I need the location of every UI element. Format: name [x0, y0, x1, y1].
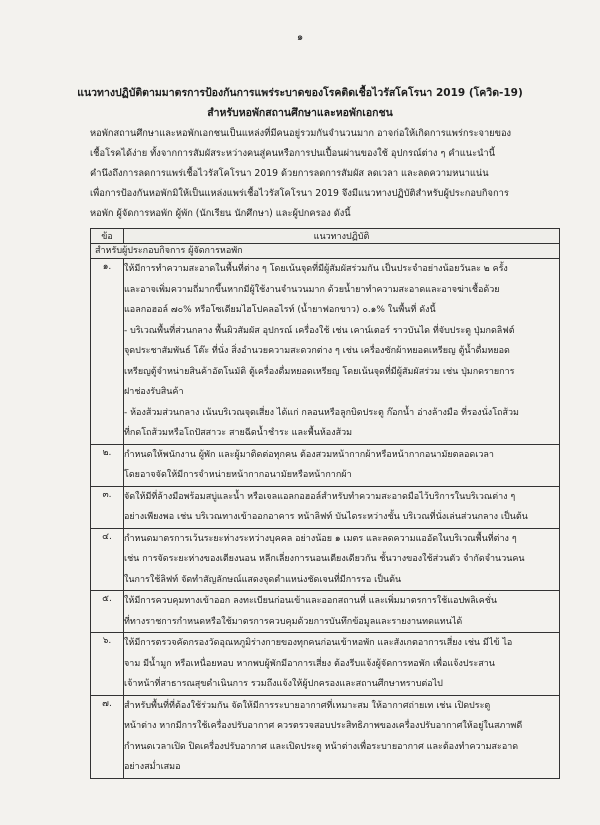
table-row	[91, 695, 560, 778]
item-text	[124, 633, 560, 696]
item-number: ๕.	[91, 591, 124, 633]
text-line: หน้าต่าง หากมีการใช้เครื่องปรับอากาศ ควรตรวจสอบประสิทธิภาพของเครื่องปรับอากาศให้อยู่ในสภาพดี	[124, 721, 523, 731]
item-number: ๖.	[91, 633, 124, 696]
table-row	[91, 486, 560, 528]
text-line: และอาจเพิ่มความถี่มากขึ้นหากมีผู้ใช้งานจำนวนมาก ด้วยน้ำยาทำความสะอาดและอาจฆ่าเชื้อด้วย	[124, 284, 500, 295]
text-line: สำหรับพื้นที่ที่ต้องใช้ร่วมกัน จัดให้มีการระบายอากาศที่เหมาะสม ให้อากาศถ่ายเท เช่น เปิดประตู	[124, 700, 491, 711]
item-text	[124, 444, 560, 486]
table-row	[91, 444, 560, 486]
text-line: กำหนดให้พนักงาน ผู้พัก และผู้มาติดต่อทุกคน ต้องสวมหน้ากากผ้าหรือหน้ากากอนามัยตลอดเวลา	[124, 449, 494, 460]
item-number: ๔.	[91, 528, 124, 591]
section-title: สำหรับผู้ประกอบกิจการ ผู้จัดการหอพัก	[91, 244, 560, 259]
table-row	[91, 528, 560, 591]
item-number: ๑.	[91, 259, 124, 445]
item-number: ๗.	[91, 695, 124, 778]
header-item-number: ข้อ	[91, 229, 124, 244]
text-line: จุดประชาสัมพันธ์ โต๊ะ ที่นั่ง สิ่งอำนวยความสะดวกต่าง ๆ เช่น เครื่องซักผ้าหยอดเหรียญ ตู้น้ำดื่มหยอด	[124, 346, 510, 356]
intro-line: คำนึงถึงการลดการแพร่เชื้อไวรัสโคโรนา 2019 ด้วยการลดการสัมผัส ลดเวลา และลดความหนาแน่น	[90, 168, 489, 179]
item-number: ๓.	[91, 486, 124, 528]
text-line: เช่น การจัดระยะห่างของเตียงนอน หลีกเลี่ยงการนอนเตียงเดียวกัน ชั้นวางของใช้ส่วนตัว จำกัดจำนวนคน	[124, 554, 525, 564]
text-line: จัดให้มีที่ล้างมือพร้อมสบู่และน้ำ หรือเจลแอลกอฮอล์สำหรับทำความสะอาดมือไว้บริการในบริเวณต่าง ๆ	[124, 491, 516, 502]
guideline-table	[90, 228, 560, 779]
item-text	[124, 591, 560, 633]
text-line: ที่ทางราชการกำหนดหรือใช้มาตรการควบคุมด้วยการบันทึกข้อมูลและรายงานทดแทนได้	[124, 616, 463, 627]
text-line: ให้มีการทำความสะอาดในพื้นที่ต่าง ๆ โดยเน้นจุดที่มีผู้สัมผัสร่วมกัน เป็นประจำอย่างน้อยวันละ ๒ ครั้ง	[124, 264, 508, 274]
text-line: เหรียญตู้จำหน่ายสินค้าอัตโนมัติ ตู้เครื่องดื่มหยอดเหรียญ โดยเน้นจุดที่มีผู้สัมผัสร่วม เช่น ปุ่มกดรายการ	[124, 366, 515, 377]
text-line: โดยอาจจัดให้มีการจำหน่ายหน้ากากอนามัยหรือหน้ากากผ้า	[124, 470, 352, 480]
text-line: ในการใช้ลิฟท์ จัดทำสัญลักษณ์แสดงจุดตำแหน่งชัดเจนที่มีการรอ เป็นต้น	[124, 574, 402, 585]
text-line: จาม มีน้ำมูก หรือเหนื่อยหอบ หากพบผู้พักมีอาการเสี่ยง ต้องรีบแจ้งผู้จัดการหอพัก เพื่อแจ้งประสาน	[124, 658, 495, 669]
text-line: อย่างสม่ำเสมอ	[124, 762, 181, 772]
text-line: ให้มีการควบคุมทางเข้าออก ลงทะเบียนก่อนเข้าและออกสถานที่ และเพิ่มมาตรการใช้แอปพลิเคชั่น	[124, 596, 497, 606]
table-row	[91, 259, 560, 445]
text-line: อย่างเพียงพอ เช่น บริเวณทางเข้าออกอาคาร หน้าลิฟท์ บันไดระหว่างชั้น บริเวณที่นั่งเล่นส่วนกลาง เป็นต้น	[124, 512, 528, 522]
section-row	[91, 244, 560, 259]
text-line: - ห้องส้วมส่วนกลาง เน้นบริเวณจุดเสี่ยง ได้แก่ กลอนหรือลูกบิดประตู ก๊อกน้ำ อ่างล้างมือ ที่รองนั่งโถส้วม	[124, 407, 519, 418]
table-header-row	[91, 229, 560, 244]
intro-line: เชื้อโรคได้ง่าย ทั้งจากการสัมผัสระหว่างคนสู่คนหรือการปนเปื้อนผ่านของใช้ อุปกรณ์ต่าง ๆ คำแนะนำนี้	[90, 148, 496, 159]
item-text	[124, 259, 560, 445]
document-subtitle: สำหรับหอพักสถานศึกษาและหอพักเอกชน	[207, 107, 393, 119]
text-line: เจ้าหน้าที่สาธารณสุขดำเนินการ รวมถึงแจ้งให้ผู้ปกครองและสถานศึกษาทราบต่อไป	[124, 679, 443, 689]
item-text	[124, 695, 560, 778]
item-number: ๒.	[91, 444, 124, 486]
table-row	[91, 591, 560, 633]
text-line: ฝาช่องรับสินค้า	[124, 387, 184, 397]
item-text	[124, 528, 560, 591]
intro-line: หอพักสถานศึกษาและหอพักเอกชนเป็นแหล่งที่มีคนอยู่รวมกันจำนวนมาก อาจก่อให้เกิดการแพร่กระจายของ	[90, 128, 512, 139]
intro-line: เพื่อการป้องกันหอพักมิให้เป็นแหล่งแพร่เชื้อไวรัสโคโรนา 2019 จึงมีแนวทางปฏิบัติสำหรับผู้ประกอบกิจการ	[90, 188, 509, 199]
text-line: กำหนดเวลาเปิด ปิดเครื่องปรับอากาศ และเปิดประตู หน้าต่างเพื่อระบายอากาศ และต้องทำความสะอาด	[124, 741, 519, 752]
text-line: แอลกอฮอล์ ๗๐% หรือโซเดียมไฮโปคลอไรท์ (น้ำยาฟอกขาว) ๐.๑% ในพื้นที่ ดังนี้	[124, 305, 436, 315]
intro-line: หอพัก ผู้จัดการหอพัก ผู้พัก (นักเรียน นักศึกษา) และผู้ปกครอง ดังนี้	[90, 208, 351, 219]
document-title: แนวทางปฏิบัติตามมาตรการป้องกันการแพร่ระบาดของโรคติดเชื้อไวรัสโคโรนา 2019 (โควิด-19)	[77, 87, 523, 99]
text-line: - บริเวณพื้นที่ส่วนกลาง พื้นผิวสัมผัส อุปกรณ์ เครื่องใช้ เช่น เคาน์เตอร์ ราวบันได ที่จับประตู ปุ่มกดลิฟต์	[124, 325, 515, 336]
page-number: ๑	[296, 32, 304, 43]
intro-paragraph	[90, 124, 560, 224]
item-text	[124, 486, 560, 528]
table-row	[91, 633, 560, 696]
header-guideline: แนวทางปฏิบัติ	[124, 229, 560, 244]
text-line: ให้มีการตรวจคัดกรองวัดอุณหภูมิร่างกายของทุกคนก่อนเข้าหอพัก และสังเกตอาการเสี่ยง เช่น มีไข้ ไอ	[124, 638, 513, 648]
text-line: กำหนดมาตรการเว้นระยะห่างระหว่างบุคคล อย่างน้อย ๑ เมตร และลดความแออัดในบริเวณพื้นที่ต่าง ๆ	[124, 533, 517, 544]
text-line: ที่กดโถส้วมหรือโถปัสสาวะ สายฉีดน้ำชำระ และพื้นห้องส้วม	[124, 428, 353, 438]
